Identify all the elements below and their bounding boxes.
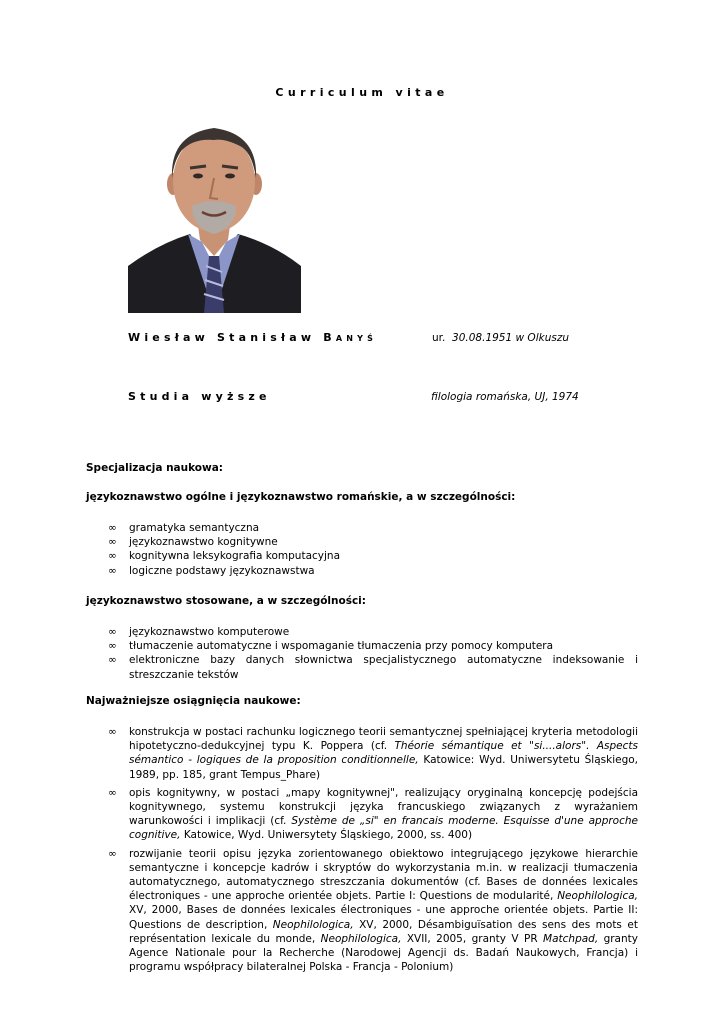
list-item: ∞ językoznawstwo kognitywne [108, 536, 278, 549]
achievements-heading: Najważniejsze osiągnięcia naukowe: [86, 695, 301, 707]
person-name-line [128, 331, 377, 344]
list-item: ∞ konstrukcja w postaci rachunku logicznego teorii semantycznej spełniającej kryteria metodologii hipotetyczno-dedukcyjnej typu K. Poppera (cf. Théorie sémantique et "si....alors". Aspects sémantico - logiques de la proposition conditionnelle, Katowice: Wyd. Uniwersytetu Śląskiego, 1989, pp. 185, grant Tempus_Phare) [108, 726, 639, 781]
infinity-bullet-icon: ∞ [108, 640, 117, 653]
list-item: ∞ językoznawstwo komputerowe [108, 626, 290, 638]
portrait-illustration [128, 116, 301, 313]
list-item: ∞ elektroniczne bazy danych słownictwa specjalistycznego automatyczne indeksowanie i streszczanie tekstów [108, 654, 638, 681]
infinity-bullet-icon: ∞ [108, 726, 117, 738]
infinity-bullet-icon: ∞ [108, 847, 117, 860]
list-item: ∞ gramatyka semantyczna [108, 522, 260, 534]
specialization-heading: Specjalizacja naukowa: [86, 462, 224, 474]
applied-linguistics-list [108, 625, 638, 682]
birth-info [432, 332, 569, 344]
infinity-bullet-icon: ∞ [108, 550, 117, 563]
birth-prefix: ur. [432, 332, 446, 344]
list-item: ∞ tłumaczenie automatyczne i wspomaganie tłumaczenia przy pomocy komputera [108, 640, 554, 653]
general-linguistics-list [108, 521, 638, 578]
document-title: Curriculum vitae [275, 86, 449, 99]
infinity-bullet-icon: ∞ [108, 536, 117, 549]
studies-value: filologia romańska, UJ, 1974 [431, 391, 579, 403]
portrait-photo [128, 116, 301, 313]
infinity-bullet-icon: ∞ [108, 654, 117, 667]
birth-details: 30.08.1951 w Olkuszu [452, 332, 569, 344]
infinity-bullet-icon: ∞ [108, 522, 117, 534]
applied-linguistics-heading: językoznawstwo stosowane, a w szczególności: [86, 595, 366, 607]
infinity-bullet-icon: ∞ [108, 786, 117, 799]
list-item: ∞ opis kognitywny, w postaci „mapy kognitywnej", realizujący oryginalną koncepcję podejścia kognitywnego, systemu konstrukcji języka francuskiego związanych z wyrażaniem warunkowości i implikacji (cf. Système de „si" en francais moderne. Esquisse d'une approche cognitive, Katowice, Wyd. Uniwersytety Śląskiego, 2000, ss. 400) [108, 786, 638, 842]
achievements-list [108, 725, 638, 978]
list-item: ∞ logiczne podstawy językoznawstwa [108, 564, 315, 577]
person-surname: Banyś [323, 331, 378, 344]
studies-label: Studia wyższe [128, 390, 271, 403]
infinity-bullet-icon: ∞ [108, 626, 117, 638]
list-item: ∞ rozwijanie teorii opisu języka zorientowanego obiektowo integrującego językowe hierarchie semantyczne i koncepcje kadrów i skryptów do wykorzystania m.in. w realizacji tłumaczenia automatycznego, automatycznego streszczania dokumentów (cf. Bases de données lexicales électroniques - une approche orientée objets. Partie I: Questions de modularité, Neophilologica, XV, 2000, Bases de données lexicales électroniques - une approche orientée objets. Partie II: Questions de description, Neophilologica, XV, 2000, Désambiguïsation des sens des mots et représentation lexicale du monde, Neophilologica, XVII, 2005, granty V PR Matchpad, granty Agence Nationale pour la Recherche (Narodowej Agencji ds. Badań Naukowych, Francja) i programu współpracy bilateralnej Polska - Francja - Polonium) [108, 847, 638, 974]
general-linguistics-heading: językoznawstwo ogólne i językoznawstwo romańskie, a w szczególności: [86, 491, 516, 503]
list-item: ∞ kognitywna leksykografia komputacyjna [108, 550, 341, 563]
infinity-bullet-icon: ∞ [108, 564, 117, 577]
person-name: Wiesław Stanisław [128, 331, 316, 344]
